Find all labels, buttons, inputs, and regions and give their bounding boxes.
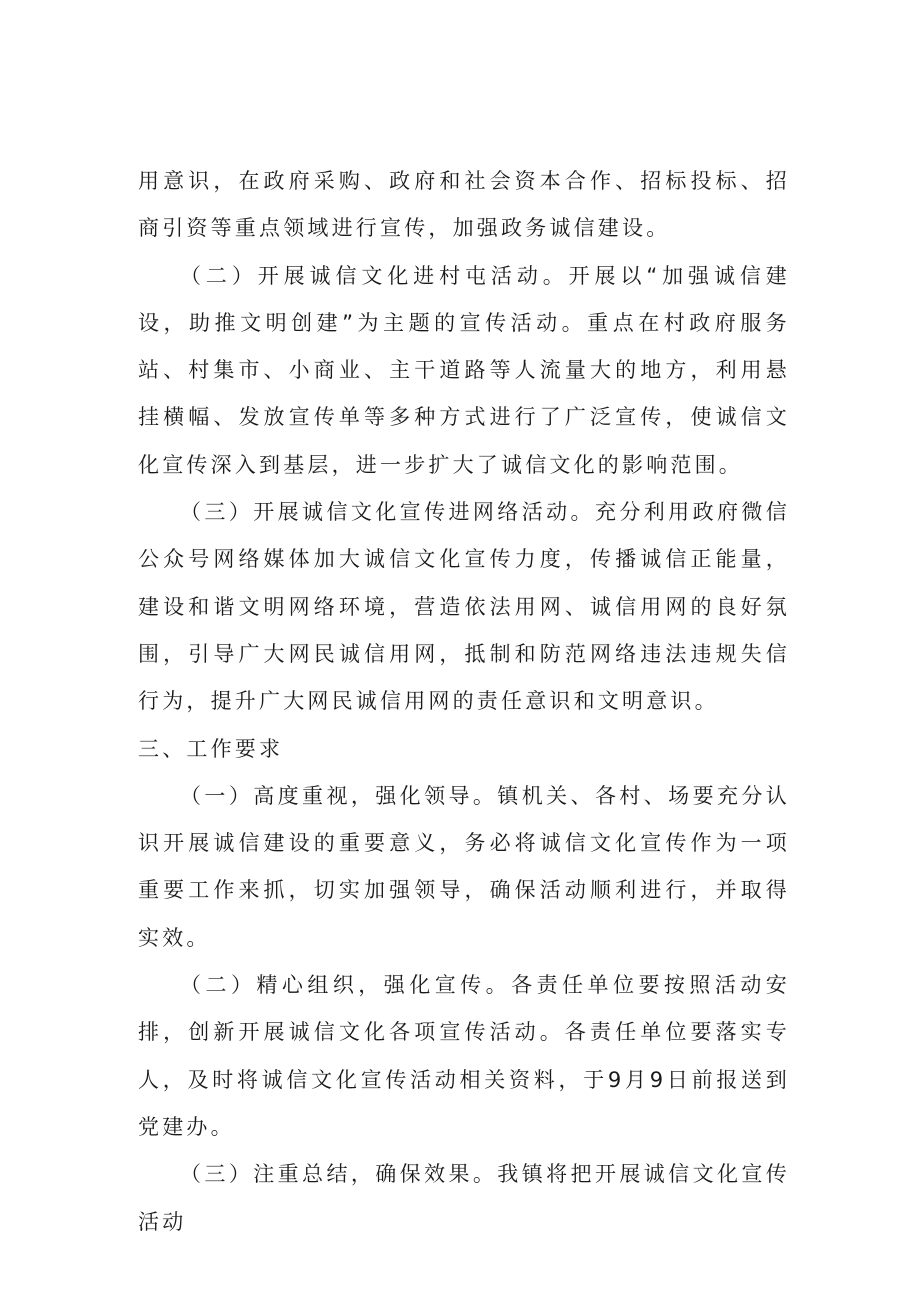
document-body [138,158,790,1246]
paragraph-village-activity: （二）开展诚信文化进村屯活动。开展以“加强诚信建设，助推文明创建”为主题的宣传活动。重点在村政府服务站、村集市、小商业、主干道路等人流量大的地方，利用悬挂横幅、发放宣传单等多种方式进行了广泛宣传，使诚信文化宣传深入到基层，进一步扩大了诚信文化的影响范围。 [138,263,790,477]
paragraph-summary: （三）注重总结，确保效果。我镇将把开展诚信文化宣传活动 [138,1162,790,1234]
paragraph-continuation: 用意识，在政府采购、政府和社会资本合作、招标投标、招商引资等重点领域进行宣传，加强政务诚信建设。 [138,169,790,241]
paragraph-organization: （二）精心组织，强化宣传。各责任单位要按照活动安排，创新开展诚信文化各项宣传活动。各责任单位要落实专人，及时将诚信文化宣传活动相关资料，于9月9日前报送到党建办。 [138,973,790,1139]
paragraph-leadership: （一）高度重视，强化领导。镇机关、各村、场要充分认识开展诚信建设的重要意义，务必将诚信文化宣传作为一项重要工作来抓，切实加强领导，确保活动顺利进行，并取得实效。 [138,783,790,950]
section-heading-work-requirements: 三、工作要求 [138,736,284,761]
paragraph-network-activity: （三）开展诚信文化宣传进网络活动。充分利用政府微信公众号网络媒体加大诚信文化宣传力度，传播诚信正能量，建设和谐文明网络环境，营造依法用网、诚信用网的良好氛围，引导广大网民诚信用网，抵制和防范网络违法违规失信行为，提升广大网民诚信用网的责任意识和文明意识。 [138,500,790,714]
